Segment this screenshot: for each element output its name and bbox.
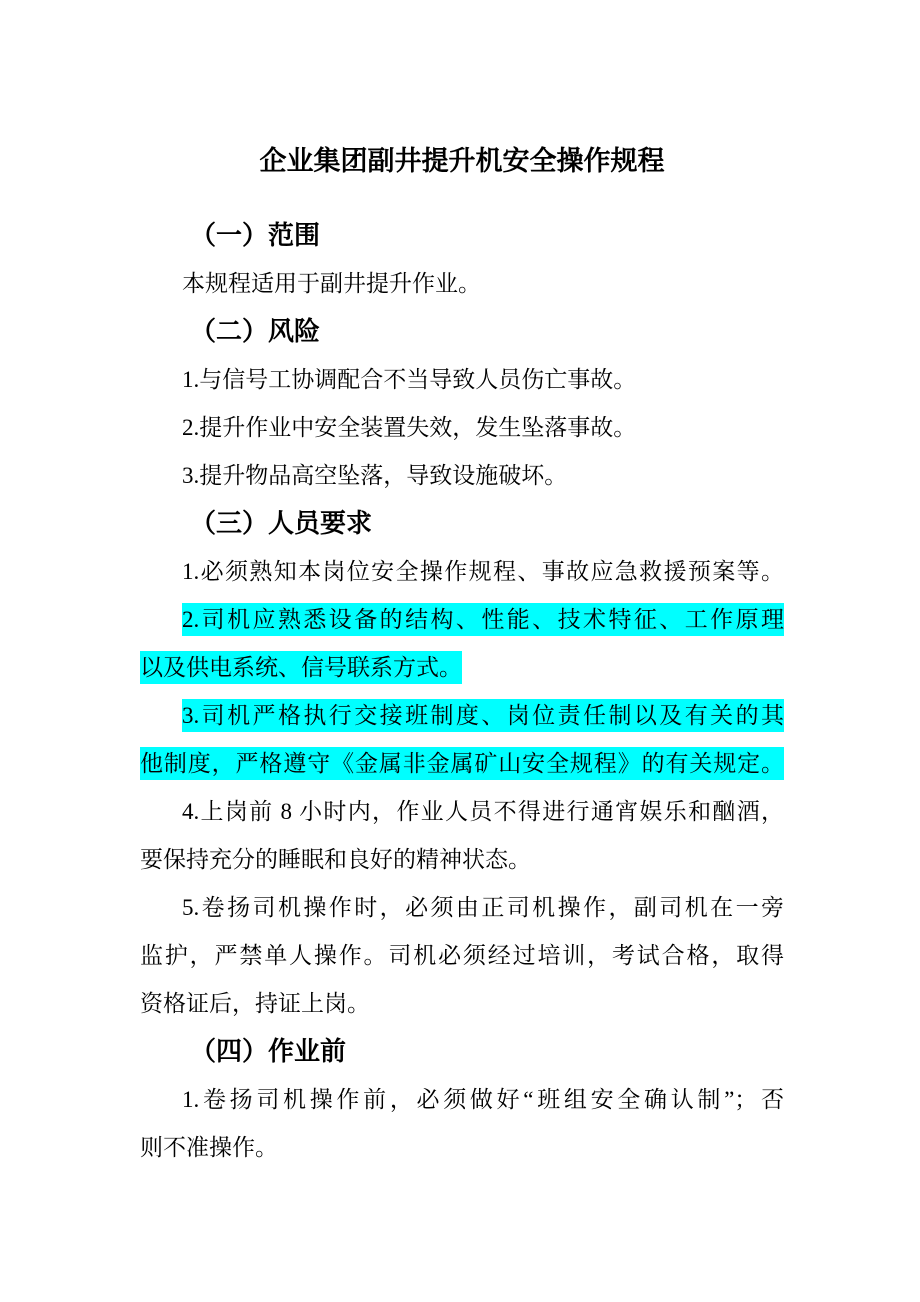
document-line: 监护，严禁单人操作。司机必须经过培训，考试合格，取得	[140, 943, 784, 968]
document-line: 1.卷扬司机操作前，必须做好“班组安全确认制”；否	[182, 1087, 784, 1112]
document-line: 5.卷扬司机操作时，必须由正司机操作，副司机在一旁	[182, 895, 784, 920]
document-line: 本规程适用于副井提升作业。	[182, 271, 481, 296]
highlighted-line	[140, 692, 784, 740]
highlighted-line	[140, 740, 784, 788]
document-line: 4.上岗前 8 小时内，作业人员不得进行通宵娱乐和酗酒，	[182, 799, 784, 824]
document-title: 企业集团副井提升机安全操作规程	[259, 146, 665, 177]
document-line: 1.必须熟知本岗位安全操作规程、事故应急救援预案等。	[182, 559, 784, 584]
section-heading-before-work: （四）作业前	[190, 1037, 347, 1067]
highlighted-line	[140, 596, 784, 644]
section-heading-scope: （一）范围	[190, 221, 321, 251]
highlight-mark: 以及供电系统、信号联系方式。	[140, 651, 462, 684]
section-heading-personnel: （三）人员要求	[190, 509, 373, 539]
document-line: 1.与信号工协调配合不当导致人员伤亡事故。	[182, 367, 637, 392]
highlight-mark: 3.司机严格执行交接班制度、岗位责任制以及有关的其	[182, 699, 784, 732]
document-line: 资格证后，持证上岗。	[140, 991, 370, 1016]
highlight-mark: 2.司机应熟悉设备的结构、性能、技术特征、工作原理	[182, 603, 784, 636]
section-heading-risk: （二）风险	[190, 317, 321, 347]
document-line: 3.提升物品高空坠落，导致设施破坏。	[182, 463, 568, 488]
highlight-mark: 他制度，严格遵守《金属非金属矿山安全规程》的有关规定。	[140, 747, 784, 780]
document-content	[140, 138, 784, 1172]
document-line: 则不准操作。	[140, 1135, 278, 1160]
highlighted-line	[140, 644, 784, 692]
document-line: 要保持充分的睡眠和良好的精神状态。	[140, 847, 531, 872]
document-line: 2.提升作业中安全装置失效，发生坠落事故。	[182, 415, 637, 440]
